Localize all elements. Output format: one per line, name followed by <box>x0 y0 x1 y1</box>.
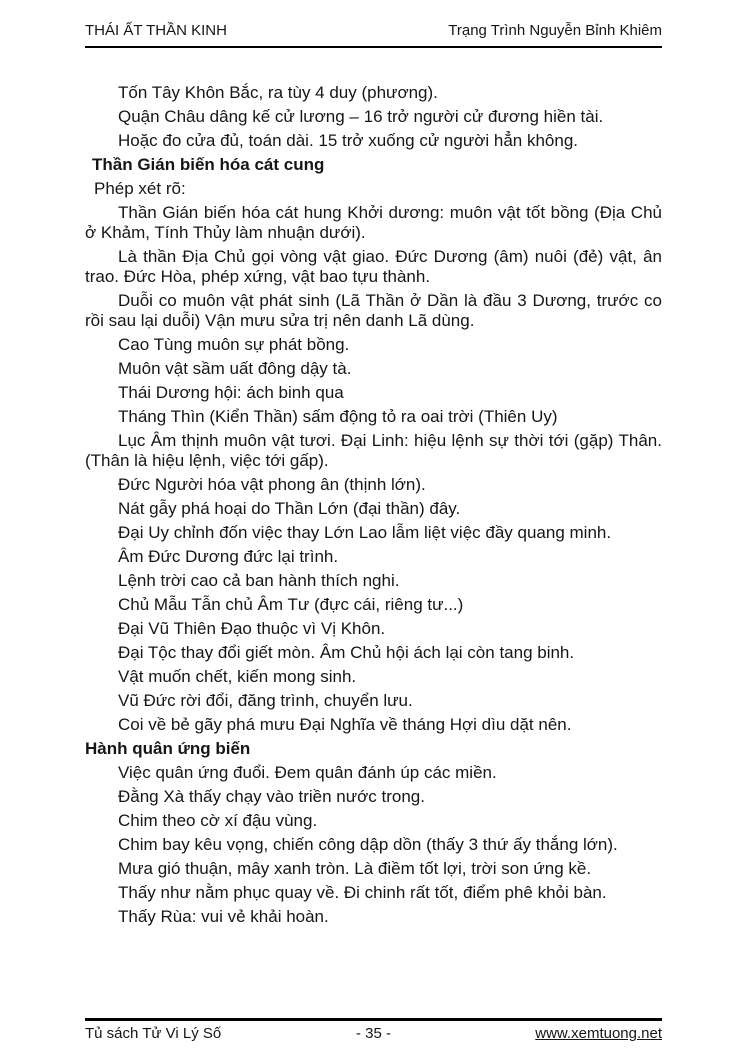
header-author: Trạng Trình Nguyễn Bỉnh Khiêm <box>448 22 662 39</box>
paragraph: Hoặc đo cửa đủ, toán dài. 15 trở xuống cử người hẳn không. <box>118 131 578 150</box>
paragraph: Mưa gió thuận, mây xanh tròn. Là điềm tốt lợi, trời son ứng kề. <box>118 859 592 878</box>
paragraph: Vũ Đức rời đổi, đăng trình, chuyển lưu. <box>118 691 413 710</box>
paragraph: Lục Âm thịnh muôn vật tươi. Đại Linh: hiệu lệnh sự thời tới (gặp) Thân. (Thân là hiệu lệnh, việc tới gấp). <box>85 431 662 470</box>
paragraph: Muôn vật sầm uất đông dậy tà. <box>118 359 352 378</box>
paragraph: Chim theo cờ xí đậu vùng. <box>118 811 318 830</box>
footer-series-title: Tủ sách Tử Vi Lý Số <box>85 1025 222 1042</box>
paragraph: Việc quân ứng đuổi. Đem quân đánh úp các miền. <box>118 763 497 782</box>
paragraph: Cao Tùng muôn sự phát bồng. <box>118 335 350 354</box>
paragraph: Chủ Mẫu Tẫn chủ Âm Tư (đực cái, riêng tư...) <box>118 595 464 614</box>
paragraph: Thần Gián biến hóa cát hung Khởi dương: muôn vật tốt bồng (Địa Chủ ở Khảm, Tính Thủy làm nhuận dưới). <box>85 203 662 242</box>
paragraph: Đức Người hóa vật phong ân (thịnh lớn). <box>118 475 426 494</box>
paragraph: Chim bay kêu vọng, chiến công dập dồn (thấy 3 thứ ấy thắng lớn). <box>118 835 618 854</box>
paragraph: Thấy Rùa: vui vẻ khải hoàn. <box>118 907 329 926</box>
header-book-title: THÁI ẤT THẦN KINH <box>85 22 227 39</box>
section-heading: Thần Gián biến hóa cát cung <box>92 155 325 174</box>
paragraph: Lệnh trời cao cả ban hành thích nghi. <box>118 571 400 590</box>
page-header <box>85 22 662 48</box>
paragraph: Thấy như nằm phục quay về. Đi chinh rất tốt, điểm phê khỏi bàn. <box>118 883 607 902</box>
paragraph: Đằng Xà thấy chạy vào triền nước trong. <box>118 787 425 806</box>
body-text <box>85 83 662 931</box>
paragraph: Nát gẫy phá hoại do Thần Lớn (đại thần) đây. <box>118 499 461 518</box>
section-heading: Hành quân ứng biến <box>85 739 251 758</box>
page-number: - 35 - <box>355 1025 391 1042</box>
paragraph: Đại Uy chỉnh đốn việc thay Lớn Lao lẫm liệt việc đầy quang minh. <box>118 523 612 542</box>
paragraph: Tháng Thìn (Kiển Thần) sấm động tỏ ra oai trời (Thiên Uy) <box>118 407 558 426</box>
paragraph: Đại Vũ Thiên Đạo thuộc vì Vị Khôn. <box>118 619 386 638</box>
paragraph: Quận Châu dâng kế cử lương – 16 trở người cử đương hiền tài. <box>118 107 604 126</box>
paragraph: Tốn Tây Khôn Bắc, ra tùy 4 duy (phương). <box>118 83 438 102</box>
paragraph: Duỗi co muôn vật phát sinh (Lã Thần ở Dần là đầu 3 Dương, trước co rồi sau lại duỗi) Vận mưu sửa trị nên danh Lã dùng. <box>85 291 662 330</box>
paragraph: Thái Dương hội: ách binh qua <box>118 383 344 402</box>
page-footer <box>85 1018 662 1042</box>
paragraph: Đại Tộc thay đổi giết mòn. Âm Chủ hội ách lại còn tang binh. <box>118 643 575 662</box>
paragraph: Phép xét rõ: <box>94 179 186 198</box>
paragraph: Vật muốn chết, kiến mong sinh. <box>118 667 357 686</box>
paragraph: Là thần Địa Chủ gọi vòng vật giao. Đức Dương (âm) nuôi (đẻ) vật, ân trao. Đức Hòa, phép xứng, vật bao tựu thành. <box>85 247 662 286</box>
paragraph: Coi về bẻ gãy phá mưu Đại Nghĩa về tháng Hợi dìu dặt nên. <box>118 715 572 734</box>
website-link[interactable]: www.xemtuong.net <box>535 1025 662 1042</box>
paragraph: Âm Đức Dương đức lại trình. <box>118 547 339 566</box>
